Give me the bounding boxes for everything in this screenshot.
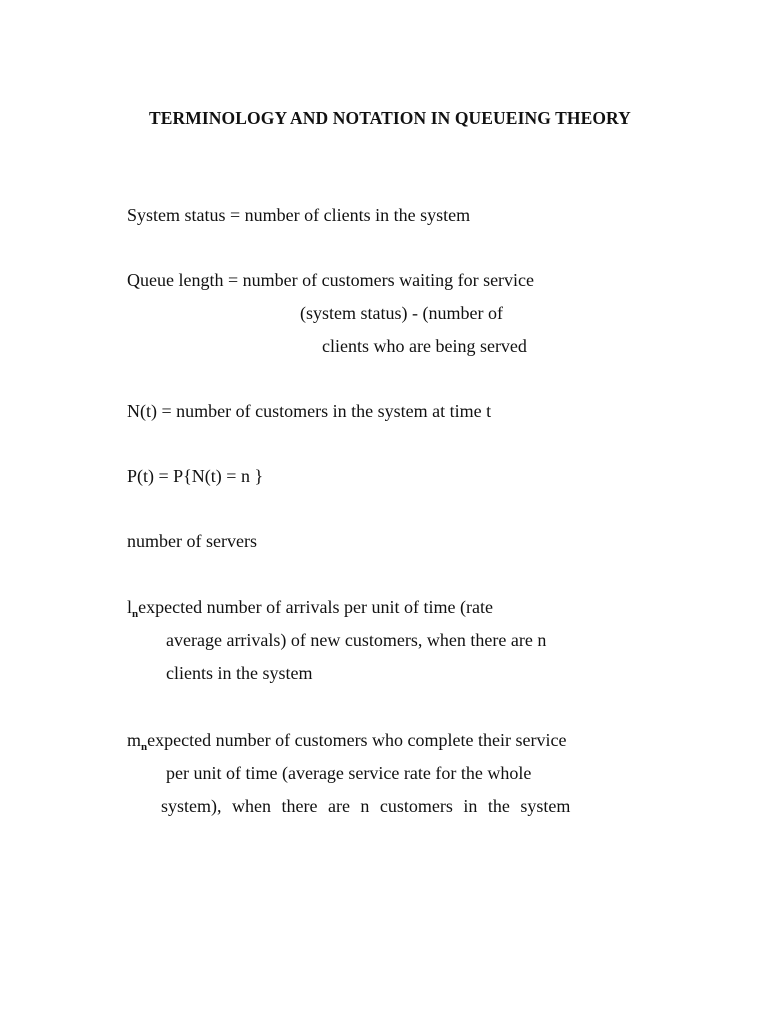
definition-lambda-n-line3: clients in the system [166, 663, 313, 683]
definition-n-of-t: N(t) = number of customers in the system at time t [127, 401, 492, 421]
mu-subscript: n [141, 741, 148, 753]
lambda-text: expected number of arrivals per unit of time (rate [138, 597, 493, 617]
definition-mu-n-line1 [127, 730, 567, 753]
definition-mu-n-line2: per unit of time (average service rate for the whole [166, 763, 532, 783]
mu-symbol: m [127, 730, 142, 750]
lambda-subscript: n [132, 608, 139, 620]
definition-system-status: System status = number of clients in the system [127, 205, 471, 225]
lambda-symbol: l [127, 597, 133, 617]
definition-p-of-t: P(t) = P{N(t) = n } [127, 466, 264, 486]
definition-queue-length-line3: clients who are being served [322, 336, 527, 356]
definition-lambda-n-line1 [127, 597, 493, 620]
definition-servers: number of servers [127, 531, 257, 551]
definition-queue-length-line1: Queue length = number of customers waiting for service [127, 270, 535, 290]
definition-queue-length-line2: (system status) - (number of [300, 303, 503, 323]
definition-mu-n-line3: system), when there are n customers in the system [161, 796, 571, 816]
mu-text: expected number of customers who complete their service [147, 730, 567, 750]
document-title: TERMINOLOGY AND NOTATION IN QUEUEING THEORY [149, 108, 631, 128]
definition-lambda-n-line2: average arrivals) of new customers, when there are n [166, 630, 547, 650]
